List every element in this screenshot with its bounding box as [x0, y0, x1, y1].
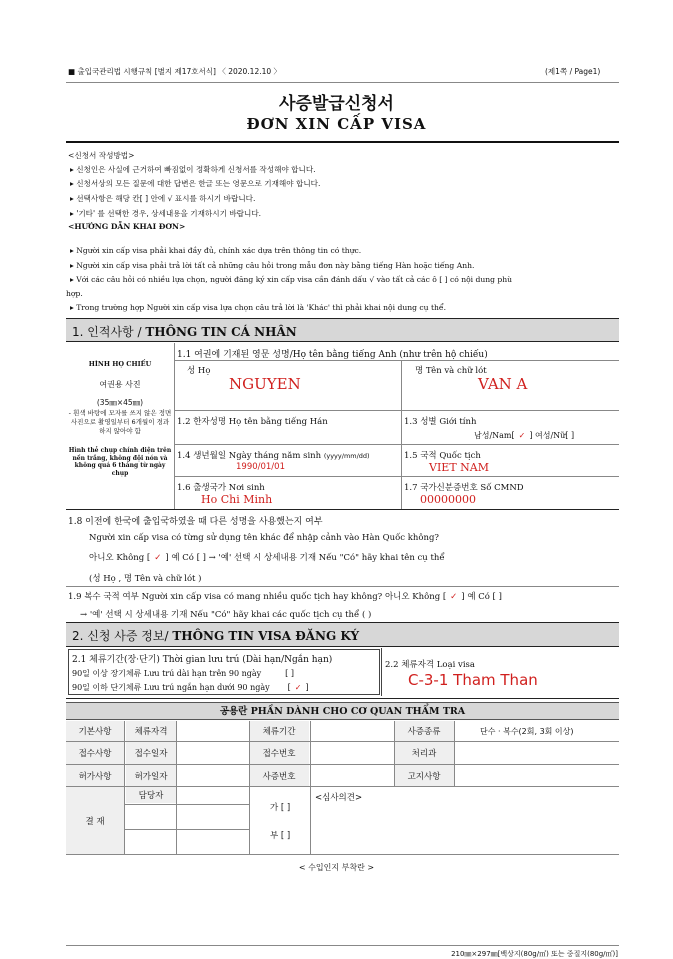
- section2-title-ko: 2. 신청 사증 정보/: [72, 629, 173, 643]
- title-vietnamese: ĐƠN XIN CẤP VISA: [246, 115, 427, 133]
- field-1-3-label: 1.3 성별 Giới tính: [404, 417, 477, 427]
- photo-divider: [174, 343, 175, 509]
- divider-2-2: [381, 648, 382, 696]
- field-1-5-label: 1.5 국적 Quốc tịch: [404, 451, 481, 461]
- field-1-9-no-check[interactable]: ✓: [450, 592, 458, 602]
- gender-options[interactable]: [474, 430, 574, 441]
- instructions-heading-ko: <신청서 작성방법>: [68, 151, 135, 160]
- divider-1-7: [401, 476, 402, 509]
- gender-male-label: 남성/Nam[: [474, 431, 515, 440]
- field-1-4-format: (yyyy/mm/dd): [323, 452, 370, 460]
- approval-col-2: [176, 787, 177, 854]
- grid-col-f: [454, 721, 455, 786]
- instruction-vi-3-cont: hợp.: [66, 289, 83, 298]
- surname-label: 성 Họ: [187, 366, 211, 376]
- surname-value[interactable]: NGUYEN: [229, 375, 301, 393]
- visa-kind-label: 사증종류: [394, 721, 454, 741]
- visa-type-value[interactable]: C-3-1 Tham Than: [408, 671, 538, 689]
- stay-period-label: 체류기간: [249, 721, 309, 741]
- field-1-4-label: [177, 449, 370, 461]
- section1-header: [66, 318, 619, 342]
- approve-yes-box[interactable]: 가 [ ]: [270, 803, 291, 813]
- photo-note-ko: - 흰색 바탕에 모자를 쓰지 않은 정면 사진으로 촬영일부터 6개월이 경과하지 않아야 함: [68, 409, 172, 435]
- field-2-2-label: 2.2 체류자격 Loại visa: [385, 660, 475, 670]
- rule-1-2: [174, 410, 619, 411]
- title-rule: [66, 141, 619, 143]
- dob-value[interactable]: 1990/01/01: [236, 462, 285, 472]
- field-1-7-label: 1.7 국가신분증번호 Số CMND: [404, 483, 524, 493]
- field-1-9-rest: ] 예 Có [ ]: [461, 592, 502, 602]
- approval-rule-b: [124, 829, 249, 830]
- instruction-vi-1: ▸ Người xin cấp visa phải khai đầy đủ, chính xác dựa trên thông tin có thực.: [70, 246, 362, 255]
- photo-note-vi: Hình thẻ chụp chính diện trên nền trắng, không đội nón và không quá 6 tháng từ ngày chụp: [68, 447, 172, 477]
- instruction-vi-4: ▸ Trong trường hợp Người xin cấp visa lựa chọn câu trả lời là 'Khác' thì phải khai nội dung cụ thể.: [70, 303, 446, 312]
- permit-label: 허가사항: [66, 765, 124, 786]
- short-term-box-open: [: [287, 683, 291, 692]
- field-1-2-label: 1.2 한자성명 Họ tên bằng tiếng Hán: [177, 417, 328, 427]
- approval-col-1: [124, 787, 125, 854]
- rule-1-1: [174, 360, 619, 361]
- field-1-8-name-line[interactable]: (성 Họ , 명 Tên và chữ lót ): [89, 574, 202, 584]
- instruction-ko-1: ▸ 신청인은 사실에 근거하여 빠짐없이 정확하게 신청서를 작성해야 합니다.: [70, 165, 316, 174]
- long-term-label: 90일 이상 장기체류 Lưu trú dài hạn trên 90 ngày: [72, 669, 262, 678]
- rule-1-9: [66, 586, 619, 587]
- approve-no-box[interactable]: 부 [ ]: [270, 831, 291, 841]
- field-1-8-rest: ] 예 Có [ ] → '예' 선택 시 상세내용 기재 Nếu "Có" hãy khai tên cụ thể: [165, 553, 445, 563]
- rule-1-4: [174, 444, 619, 445]
- photo-label-ko: 여권용 사진: [99, 380, 141, 389]
- official-title: 공용란 PHẦN DÀNH CHO CƠ QUAN THẨM TRA: [219, 706, 466, 717]
- rule-1-8: [66, 509, 619, 510]
- section2-title-vi: THÔNG TIN VISA ĐĂNG KÝ: [172, 629, 360, 643]
- permit-date-label: 허가일자: [126, 765, 176, 786]
- id-number-value[interactable]: 00000000: [420, 493, 476, 506]
- section1-title-ko: 1. 인적사항 /: [72, 325, 146, 339]
- short-term-check[interactable]: ✓: [294, 683, 302, 692]
- grid-col-a: [124, 721, 125, 786]
- header-rule: [66, 82, 619, 83]
- section1-title-vi: THÔNG TIN CÁ NHÂN: [145, 325, 297, 339]
- official-rule-4: [66, 854, 619, 855]
- receipt-number-label: 접수번호: [249, 742, 309, 764]
- visa-number-label: 사증번호: [249, 765, 309, 786]
- instruction-vi-3: ▸ Với các câu hỏi có nhiều lựa chọn, người đăng ký xin cấp visa cần đánh dấu √ vào tất cả các ô [ ] có nội dung phù: [70, 275, 513, 284]
- short-term-box-close: ]: [305, 683, 309, 692]
- stamp-note: < 수입인지 부착란 >: [298, 863, 375, 872]
- field-1-8-no-label: 아니오 Không [: [89, 553, 151, 563]
- official-header: [66, 702, 619, 720]
- field-1-8-options[interactable]: [89, 551, 445, 563]
- nationality-value[interactable]: VIET NAM: [429, 461, 489, 474]
- paper-spec: 210㎜×297㎜[백상지(80g/㎡) 또는 중질지(80g/㎡)]: [451, 950, 618, 958]
- photo-box: [66, 343, 174, 509]
- birthplace-value[interactable]: Ho Chi Minh: [201, 493, 273, 506]
- grid-col-d: [310, 721, 311, 786]
- rule-2-end: [66, 698, 619, 699]
- grid-col-e: [394, 721, 395, 786]
- field-1-8-question: Người xin cấp visa có từng sử dụng tên khác để nhập cảnh vào Hàn Quốc không?: [89, 533, 439, 543]
- instruction-ko-4: ▸ '기타' 를 선택한 경우, 상세내용을 기재하시기 바랍니다.: [70, 209, 262, 218]
- grid-col-c: [249, 721, 250, 786]
- receipt-date-label: 접수일자: [126, 742, 176, 764]
- field-1-8-no-check[interactable]: ✓: [154, 553, 162, 563]
- photo-label-vi: HÌNH HỌ CHIẾU: [88, 360, 152, 368]
- photo-size: (35㎜×45㎜): [96, 398, 144, 407]
- processing-dept-label: 처리과: [394, 742, 454, 764]
- footer-rule: [66, 945, 619, 946]
- short-term-label: 90일 이하 단기체류 Lưu trú ngắn hạn dưới 90 ngày: [72, 683, 270, 692]
- page-indicator: (제1쪽 / Page1): [545, 67, 601, 76]
- approval-label: 결 재: [66, 787, 124, 854]
- name-divider: [401, 360, 402, 410]
- long-term-box[interactable]: [ ]: [285, 669, 294, 678]
- officer-label: 담당자: [126, 787, 176, 803]
- field-1-1-label: 1.1 여권에 기재된 영문 성명/Họ tên bằng tiếng Anh (như trên hộ chiếu): [177, 350, 488, 360]
- field-1-9-detail[interactable]: → '예' 선택 시 상세내용 기재 Nếu "Có" hãy khai các quốc tịch cụ thể ( ): [80, 610, 372, 620]
- status-label: 체류자격: [126, 721, 176, 741]
- approval-col-3: [249, 787, 250, 854]
- form-reference: ■ 출입국관리법 시행규칙 [별지 제17호서식] 〈 2020.12.10 〉: [68, 67, 282, 76]
- visa-kind-options[interactable]: 단수 · 복수(2회, 3회 이상): [480, 727, 574, 736]
- field-1-4-text: 1.4 생년월일 Ngày tháng năm sinh: [177, 451, 322, 461]
- instructions-heading-vi: <HƯỚNG DẪN KHAI ĐƠN>: [68, 222, 186, 231]
- instruction-vi-2: ▸ Người xin cấp visa phải trả lời tất cả những câu hỏi trong mẫu đơn này bằng tiếng Hàn hoặc tiếng Anh.: [70, 261, 475, 270]
- gender-female-label: ] 여성/Nữ[ ]: [529, 431, 575, 440]
- notice-label: 고지사항: [394, 765, 454, 786]
- field-2-1-label: 2.1 체류기간(장·단기) Thời gian lưu trú (Dài hạn/Ngắn hạn): [72, 655, 333, 665]
- title-korean: 사증발급신청서: [279, 94, 394, 114]
- section2-left-box: [68, 649, 380, 695]
- field-1-9-line[interactable]: [68, 590, 502, 602]
- field-1-8-title: 1.8 이전에 한국에 출입국하였을 때 다른 성명을 사용했는지 여부: [68, 517, 323, 527]
- receipt-label: 접수사항: [66, 742, 124, 764]
- instruction-ko-2: ▸ 신청서상의 모든 질문에 대한 답변은 한글 또는 영문으로 기재해야 합니다.: [70, 179, 321, 188]
- basic-info-label: 기본사항: [66, 721, 124, 741]
- field-1-6-label: 1.6 출생국가 Nơi sinh: [177, 483, 265, 493]
- section2-header: [66, 622, 619, 647]
- field-1-9-question: 1.9 복수 국적 여부 Người xin cấp visa có mang nhiều quốc tịch hay không? 아니오 Không [: [68, 592, 447, 602]
- rule-1-6: [174, 476, 619, 477]
- divider-1-5: [401, 444, 402, 476]
- given-name-label: 명 Tên và chữ lót: [415, 366, 487, 376]
- review-opinion-label: <심사의견>: [315, 793, 363, 803]
- approval-col-4: [310, 787, 311, 854]
- instruction-ko-3: ▸ 선택사항은 해당 칸[ ] 안에 √ 표시를 하시기 바랍니다.: [70, 194, 256, 203]
- gender-male-check[interactable]: ✓: [518, 431, 526, 440]
- grid-col-b: [176, 721, 177, 786]
- divider-1-3: [401, 410, 402, 444]
- approval-rule-a: [124, 804, 249, 805]
- given-name-value[interactable]: VAN A: [478, 375, 528, 393]
